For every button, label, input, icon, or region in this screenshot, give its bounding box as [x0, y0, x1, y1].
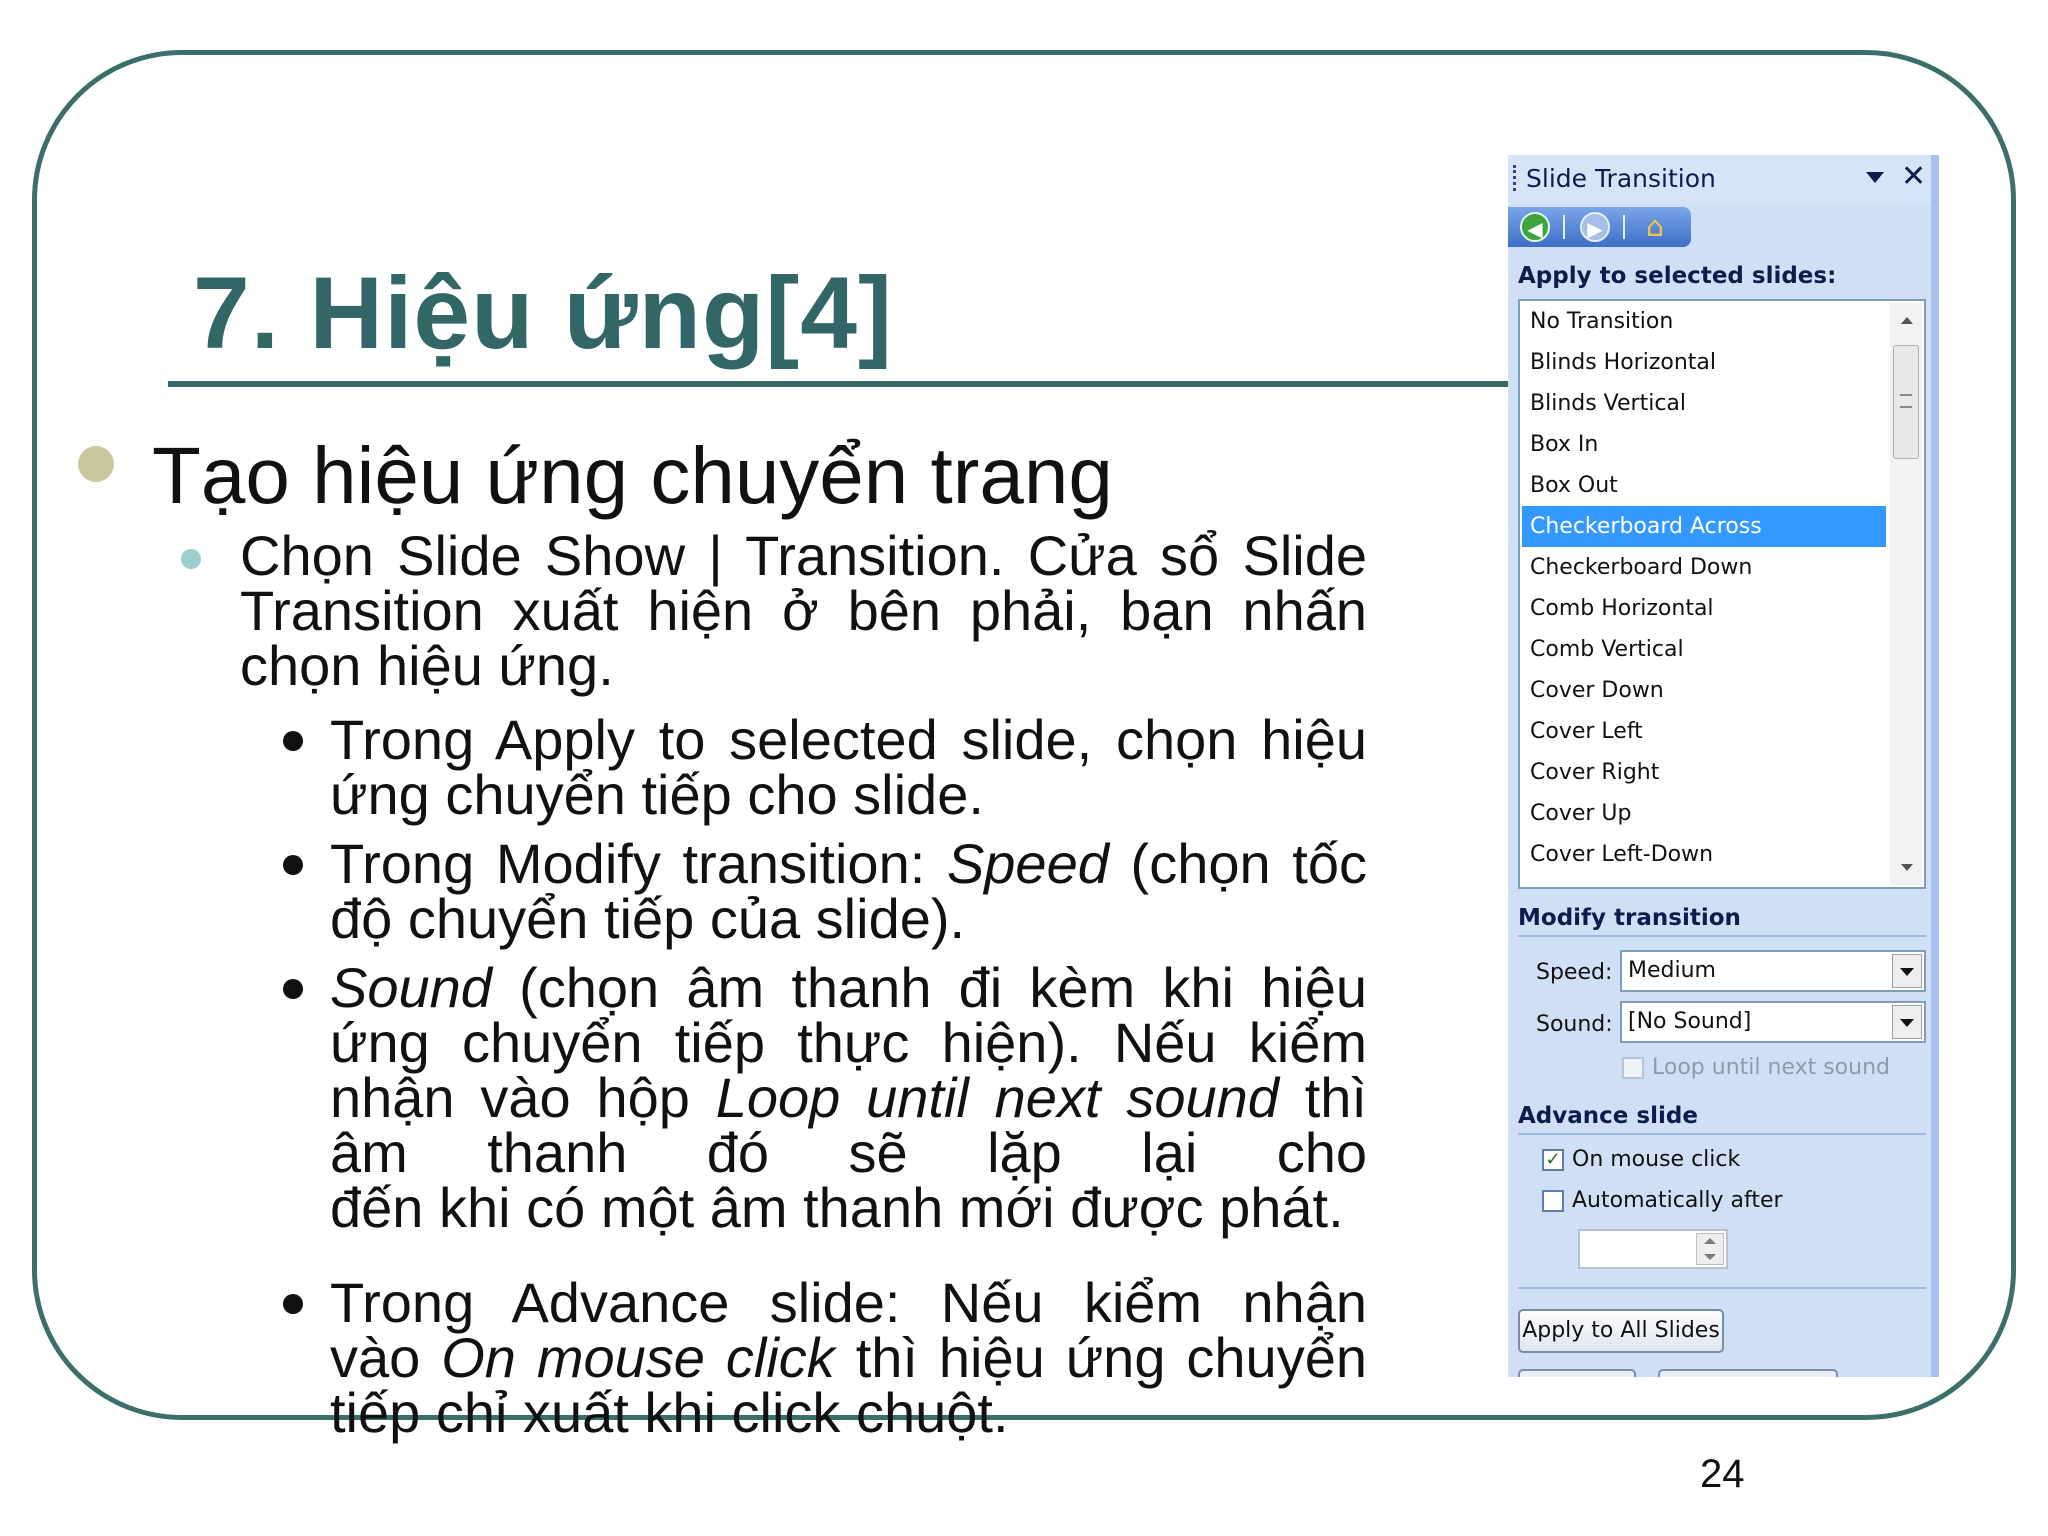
scroll-up-icon[interactable]	[1901, 317, 1913, 324]
modify-section-heading: Modify transition	[1518, 905, 1741, 931]
bullet-level3-line	[330, 763, 1367, 826]
apply-to-all-slides-button[interactable]: Apply to All Slides	[1518, 1309, 1724, 1353]
transition-option[interactable]: Blinds Horizontal	[1530, 350, 1717, 375]
bullet-level3-text	[330, 708, 1367, 826]
bullet-level3-line	[330, 832, 1367, 895]
transition-listbox[interactable]	[1518, 299, 1926, 889]
grip-icon	[1900, 394, 1912, 408]
on-mouse-click-label: On mouse click	[1572, 1147, 1741, 1172]
bullet-level3-line	[330, 956, 1367, 1019]
bullet-level3-dot	[283, 1294, 303, 1314]
speed-value: Medium	[1628, 958, 1716, 983]
bullet-level2-line: Chọn Slide Show | Transition. Cửa sổ Slide	[240, 524, 1367, 587]
bullet-level3-text	[330, 956, 1367, 1239]
text-segment: nhận vào hộp	[330, 1066, 716, 1129]
transition-option[interactable]: Cover Down	[1530, 678, 1664, 703]
speed-select[interactable]	[1620, 950, 1926, 992]
back-arrow-icon[interactable]: ◀	[1520, 212, 1550, 242]
section-divider	[1518, 935, 1926, 937]
text-segment: Speed	[946, 832, 1109, 895]
transition-option[interactable]: Cover Left	[1530, 719, 1643, 744]
text-segment: ứng chuyển tiếp cho slide.	[330, 763, 984, 826]
advance-section-heading: Advance slide	[1518, 1103, 1698, 1129]
bullet-level3-text	[330, 832, 1367, 950]
bullet-level3-line	[330, 1176, 1367, 1239]
play-button[interactable]	[1518, 1369, 1636, 1377]
slide-show-button[interactable]	[1658, 1369, 1838, 1377]
close-icon[interactable]: ✕	[1901, 159, 1927, 194]
text-segment: ứng chuyển tiếp thực hiện). Nếu kiểm	[330, 1011, 1367, 1074]
chevron-down-icon[interactable]	[1892, 1005, 1922, 1039]
bullet-level1-dot	[78, 446, 114, 482]
auto-after-spinner[interactable]	[1578, 1229, 1728, 1269]
text-segment: (chọn âm thanh đi kèm khi hiệu	[491, 956, 1367, 1019]
text-segment: tiếp chỉ xuất khi click chuột.	[330, 1381, 1009, 1444]
apply-section-heading: Apply to selected slides:	[1518, 263, 1837, 289]
bullet-level2-text	[240, 524, 1367, 697]
transition-option[interactable]: No Transition	[1530, 309, 1674, 334]
transition-option[interactable]: Comb Horizontal	[1530, 596, 1714, 621]
bullet-level3-dot	[283, 731, 303, 751]
transition-option[interactable]: Cover Left-Down	[1530, 842, 1714, 867]
transition-option[interactable]: Box Out	[1530, 473, 1618, 498]
text-segment: Sound	[330, 956, 492, 1019]
section-divider	[1518, 1133, 1926, 1135]
text-segment: thì hiệu ứng chuyển	[834, 1326, 1367, 1389]
slide-title: 7. Hiệu ứng[4]	[193, 256, 893, 370]
loop-checkbox[interactable]	[1622, 1057, 1644, 1079]
transition-option[interactable]: Checkerboard Across	[1522, 506, 1886, 547]
text-segment: độ chuyển tiếp của slide).	[330, 887, 966, 950]
transition-option[interactable]: Checkerboard Down	[1530, 555, 1753, 580]
pane-title: Slide Transition	[1526, 164, 1716, 193]
pane-grip-handle[interactable]	[1513, 165, 1519, 191]
bullet-level2-dot	[181, 549, 201, 569]
text-segment: âm thanh đó sẽ lặp lại cho	[330, 1121, 1367, 1184]
text-segment: Trong Apply to selected slide, chọn hiệu	[330, 708, 1367, 771]
bullet-level3-dot	[283, 855, 303, 875]
loop-label: Loop until next sound	[1652, 1055, 1890, 1080]
transition-option[interactable]: Cover Up	[1530, 801, 1632, 826]
sound-label: Sound:	[1536, 1012, 1613, 1037]
pane-header	[1508, 155, 1931, 205]
bullet-level3-line	[330, 708, 1367, 771]
bullet-level3-line	[330, 887, 1367, 950]
scroll-down-icon[interactable]	[1901, 864, 1913, 871]
spinner-arrows-icon[interactable]	[1696, 1233, 1724, 1265]
automatically-after-checkbox[interactable]	[1542, 1190, 1564, 1212]
bullet-level3-line	[330, 1121, 1367, 1184]
slide-transition-pane	[1508, 155, 1939, 1377]
bullet-level3-line	[330, 1381, 1367, 1444]
scroll-thumb[interactable]	[1893, 345, 1919, 459]
sound-value: [No Sound]	[1628, 1009, 1752, 1034]
bullet-level2-line: Transition xuất hiện ở bên phải, bạn nhấn	[240, 579, 1367, 642]
text-segment: Trong Advance slide: Nếu kiểm nhận	[330, 1271, 1367, 1334]
text-segment: (chọn tốc	[1108, 832, 1367, 895]
bullet-level3-line	[330, 1326, 1367, 1389]
text-segment: Trong Modify transition:	[330, 832, 947, 895]
bullet-level3-line	[330, 1011, 1367, 1074]
bullet-level3-text	[330, 1271, 1367, 1444]
checkmark-icon: ✓	[1545, 1149, 1561, 1170]
bullet-level1-text: Tạo hiệu ứng chuyển trang	[152, 431, 1113, 520]
sound-select[interactable]	[1620, 1001, 1926, 1043]
text-segment: đến khi có một âm thanh mới được phát.	[330, 1176, 1344, 1239]
text-segment: thì	[1278, 1066, 1367, 1129]
pane-nav-toolbar	[1508, 207, 1691, 247]
bullet-level3-dot	[283, 979, 303, 999]
transition-option[interactable]: Blinds Vertical	[1530, 391, 1687, 416]
chevron-down-icon[interactable]	[1892, 954, 1922, 988]
bullet-level2-line: chọn hiệu ứng.	[240, 634, 614, 697]
automatically-after-label: Automatically after	[1572, 1188, 1783, 1213]
home-icon[interactable]: ⌂	[1646, 210, 1664, 243]
transition-option[interactable]: Box In	[1530, 432, 1599, 457]
pane-menu-dropdown-icon[interactable]	[1866, 172, 1884, 183]
text-segment: On mouse click	[441, 1326, 835, 1389]
section-divider	[1518, 1287, 1926, 1289]
title-underline	[168, 381, 1513, 387]
toolbar-separator	[1563, 215, 1565, 239]
text-segment: Loop until next sound	[715, 1066, 1279, 1129]
listbox-scrollbar[interactable]	[1890, 303, 1922, 885]
page-number: 24	[1700, 1452, 1745, 1496]
transition-option[interactable]: Cover Right	[1530, 760, 1660, 785]
bullet-level3-line	[330, 1271, 1367, 1334]
speed-label: Speed:	[1536, 960, 1613, 985]
bullet-level3-line	[330, 1066, 1367, 1129]
text-segment: vào	[330, 1326, 442, 1389]
on-mouse-click-checkbox[interactable]	[1542, 1149, 1564, 1171]
transition-list	[1520, 301, 1924, 875]
toolbar-separator	[1623, 215, 1625, 239]
forward-arrow-icon[interactable]: ▶	[1580, 212, 1610, 242]
transition-option[interactable]: Comb Vertical	[1530, 637, 1684, 662]
